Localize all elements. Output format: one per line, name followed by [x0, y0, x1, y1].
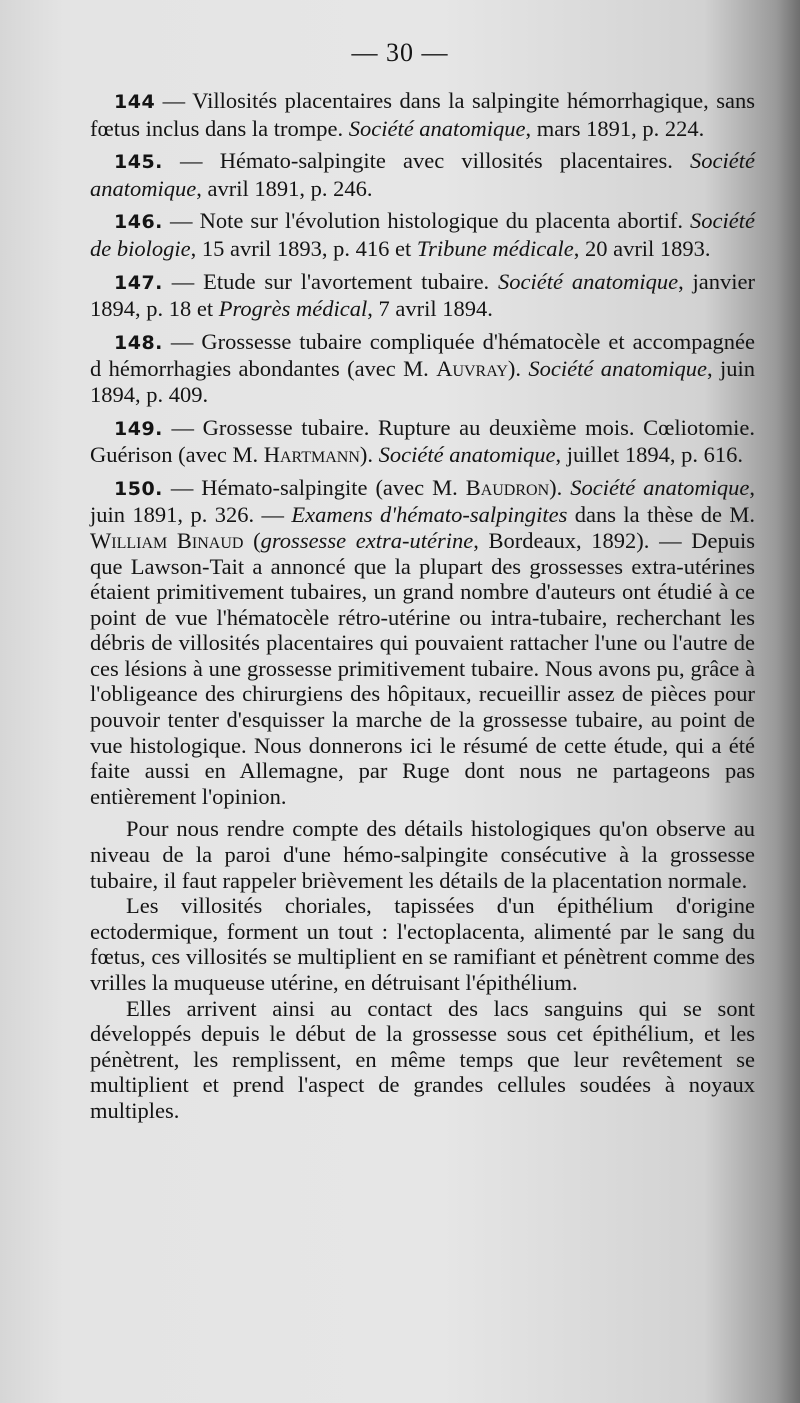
- italic-text: Examens d'hémato-salpingites: [291, 502, 568, 528]
- entry-text: , 15 avril 1893, p. 416 et: [190, 235, 417, 261]
- entry-text: , juin 1894, p. 409.: [90, 356, 755, 407]
- entry-text: — Hémato-salpingite (avec M.: [162, 474, 466, 500]
- author-name: Auvray: [436, 356, 508, 382]
- entry-text: , 20 avril 1893.: [573, 235, 711, 261]
- italic-text: Société anatomique: [570, 474, 750, 500]
- entry-text: ).: [507, 356, 529, 382]
- entry-text: dans la thèse de M.: [567, 502, 755, 528]
- bibliography-entry: [90, 415, 755, 468]
- bibliography-entry: [90, 475, 755, 810]
- entry-number: 148.: [114, 331, 163, 354]
- bibliography-entry: [90, 329, 755, 408]
- entry-text: — Etude sur l'avortement tubaire.: [162, 268, 499, 294]
- bibliography-entries: [90, 88, 755, 809]
- body-paragraphs: [90, 816, 755, 1123]
- entry-text: — Grossesse tubaire compliquée d'hématocèle et accompagnée d hémorrhagies abondantes (avec M.: [90, 328, 755, 382]
- page-body: [90, 88, 755, 1124]
- entry-number: 147.: [114, 271, 163, 294]
- entry-text: — Hémato-salpingite avec villosités placentaires.: [162, 148, 691, 174]
- entry-text: , avril 1891, p. 246.: [196, 175, 373, 201]
- page-number: — 30 —: [351, 38, 449, 67]
- entry-text: (: [243, 527, 261, 553]
- entry-number: 144: [114, 91, 156, 113]
- entry-text: , Bordeaux, 1892). — Depuis que Lawson-Tait a annoncé que la plupart des grossesses extra-utérines étaient primitivement tubaires, un grand nombre d'auteurs ont étudié à ce point de vue l'hématocèle rétro-utérine ou intra-tubaire, recherchant les débris de villosités placentaires qui pouvaient rattacher l'une ou l'autre de ces lésions à une grossesse primitivement tubaire. Nous avons pu, grâce à l'obligeance des chirurgiens des hôpitaux, recueillir assez de pièces pour pouvoir tenter d'esquisser la marche de la grossesse tubaire, au point de vue histologique. Nous donnerons ici le résumé de cette étude, qui a été faite aussi en Allemagne, par Ruge dont nous ne partageons pas entièrement l'opinion.: [90, 527, 756, 809]
- bibliography-entry: [90, 208, 755, 261]
- entry-text: , 7 avril 1894.: [367, 296, 493, 322]
- italic-text: Tribune médicale: [416, 235, 574, 261]
- body-paragraph: Pour nous rendre compte des détails histologiques qu'on observe au niveau de la paroi d'une hémo-salpingite consécutive à la grossesse tubaire, il faut rappeler brièvement les détails de la placentation normale.: [90, 816, 755, 893]
- italic-text: Progrès médical: [218, 296, 368, 322]
- body-paragraph: Les villosités choriales, tapissées d'un épithélium d'origine ectodermique, forment un tout : l'ectoplacenta, alimenté par le sang du fœtus, ces villosités se multiplient en se ramifiant et pénètrent comme des vrilles la muqueuse utérine, en détruisant l'épithélium.: [90, 893, 755, 995]
- italic-text: Société de biologie: [90, 208, 755, 261]
- italic-text: grossesse extra-utérine: [260, 527, 474, 553]
- entry-text: — Grossesse tubaire. Rupture au deuxième mois. Cœliotomie. Guérison (avec M.: [90, 414, 755, 468]
- italic-text: Société anatomique: [90, 148, 755, 201]
- entry-number: 150.: [114, 477, 163, 500]
- entry-text: — Note sur l'évolution histologique du placenta abortif.: [162, 208, 691, 234]
- entry-text: — Villosités placentaires dans la salpingite hémorrhagique, sans fœtus inclus dans la trompe.: [90, 88, 755, 141]
- entry-text: ).: [359, 442, 379, 468]
- entry-number: 146.: [114, 211, 163, 234]
- entry-text: , juillet 1894, p. 616.: [555, 442, 743, 468]
- author-name: William Binaud: [90, 527, 244, 553]
- entry-number: 145.: [114, 151, 163, 174]
- italic-text: Société anatomique: [528, 356, 707, 382]
- entry-text: ).: [549, 474, 571, 500]
- italic-text: Société anatomique: [348, 115, 526, 141]
- italic-text: Société anatomique: [498, 268, 679, 294]
- bibliography-entry: [90, 88, 755, 141]
- entry-text: , juin 1891, p. 326. —: [90, 474, 755, 528]
- author-name: Hartmann: [263, 442, 360, 468]
- bibliography-entry: [90, 269, 755, 322]
- bibliography-entry: [90, 148, 755, 201]
- author-name: Baudron: [465, 474, 550, 500]
- entry-text: , janvier 1894, p. 18 et: [90, 268, 755, 322]
- italic-text: Société anatomique: [378, 442, 556, 468]
- body-paragraph: Elles arrivent ainsi au contact des lacs sanguins qui se sont développés depuis le début de la grossesse sous cet épithélium, et les pénètrent, les remplissent, en même temps que leur revêtement se multiplient et prend l'aspect de grandes cellules soudées à noyaux multiples.: [90, 995, 755, 1123]
- entry-text: , mars 1891, p. 224.: [525, 115, 705, 141]
- entry-number: 149.: [114, 417, 163, 440]
